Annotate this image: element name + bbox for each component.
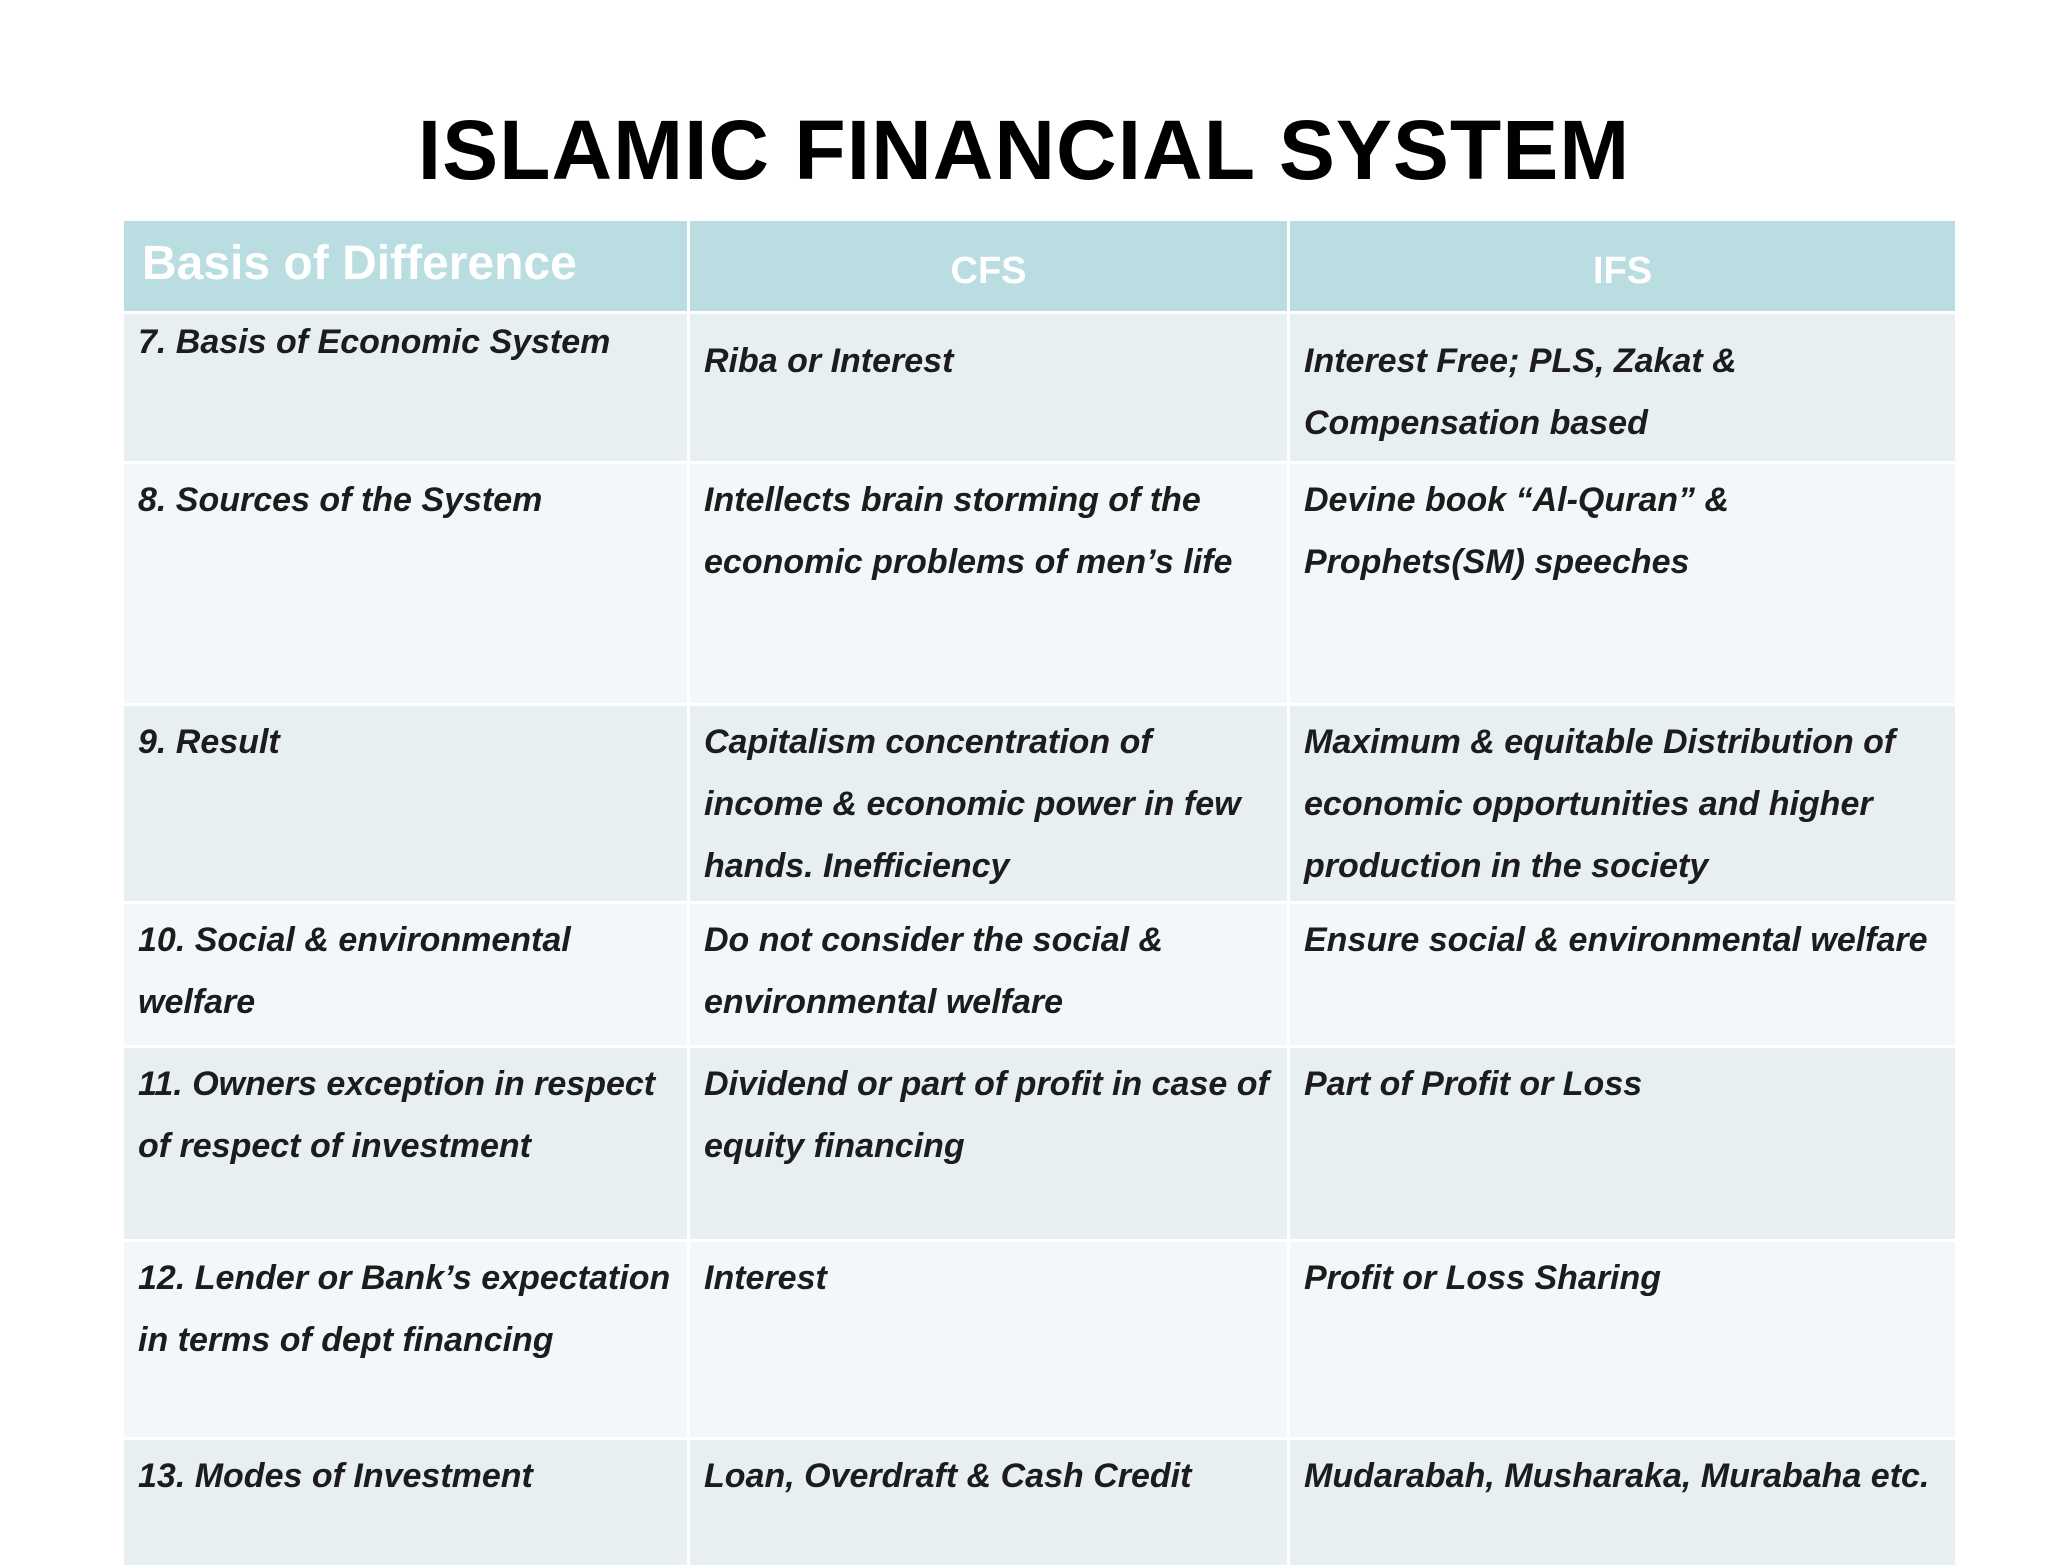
ifs-cell: Ensure social & environmental welfare (1290, 904, 1955, 1045)
cfs-cell: Riba or Interest (690, 314, 1287, 461)
basis-cell: 8. Sources of the System (124, 464, 687, 703)
cfs-cell: Dividend or part of profit in case of equity financing (690, 1048, 1287, 1239)
basis-cell: 9. Result (124, 706, 687, 901)
cfs-cell: Capitalism concentration of income & economic power in few hands. Inefficiency (690, 706, 1287, 901)
table-row (124, 1440, 1955, 1565)
table-row (124, 706, 1955, 901)
basis-cell: 7. Basis of Economic System (124, 314, 687, 461)
cfs-cell: Interest (690, 1242, 1287, 1437)
cfs-cell: Loan, Overdraft & Cash Credit (690, 1440, 1287, 1565)
header-basis-of-difference: Basis of Difference (124, 221, 687, 311)
slide-title: ISLAMIC FINANCIAL SYSTEM (417, 103, 1631, 197)
cfs-cell: Intellects brain storming of the economic problems of men’s life (690, 464, 1287, 703)
basis-cell: 13. Modes of Investment (124, 1440, 687, 1565)
table-header-row (124, 221, 1955, 311)
header-ifs: IFS (1290, 221, 1955, 311)
ifs-cell: Interest Free; PLS, Zakat & Compensation based (1290, 314, 1955, 461)
ifs-cell: Devine book “Al-Quran” & Prophets(SM) speeches (1290, 464, 1955, 703)
ifs-cell: Mudarabah, Musharaka, Murabaha etc. (1290, 1440, 1955, 1565)
ifs-cell: Profit or Loss Sharing (1290, 1242, 1955, 1437)
basis-cell: 12. Lender or Bank’s expectation in terms of dept financing (124, 1242, 687, 1437)
table-row (124, 1242, 1955, 1437)
ifs-cell: Part of Profit or Loss (1290, 1048, 1955, 1239)
basis-cell: 10. Social & environmental welfare (124, 904, 687, 1045)
basis-cell: 11. Owners exception in respect of respect of investment (124, 1048, 687, 1239)
table-row (124, 1048, 1955, 1239)
table-row (124, 464, 1955, 703)
comparison-table (121, 218, 1958, 1568)
cfs-cell: Do not consider the social & environmental welfare (690, 904, 1287, 1045)
table-row (124, 314, 1955, 461)
header-cfs: CFS (690, 221, 1287, 311)
ifs-cell: Maximum & equitable Distribution of economic opportunities and higher production in the society (1290, 706, 1955, 901)
table-row (124, 904, 1955, 1045)
